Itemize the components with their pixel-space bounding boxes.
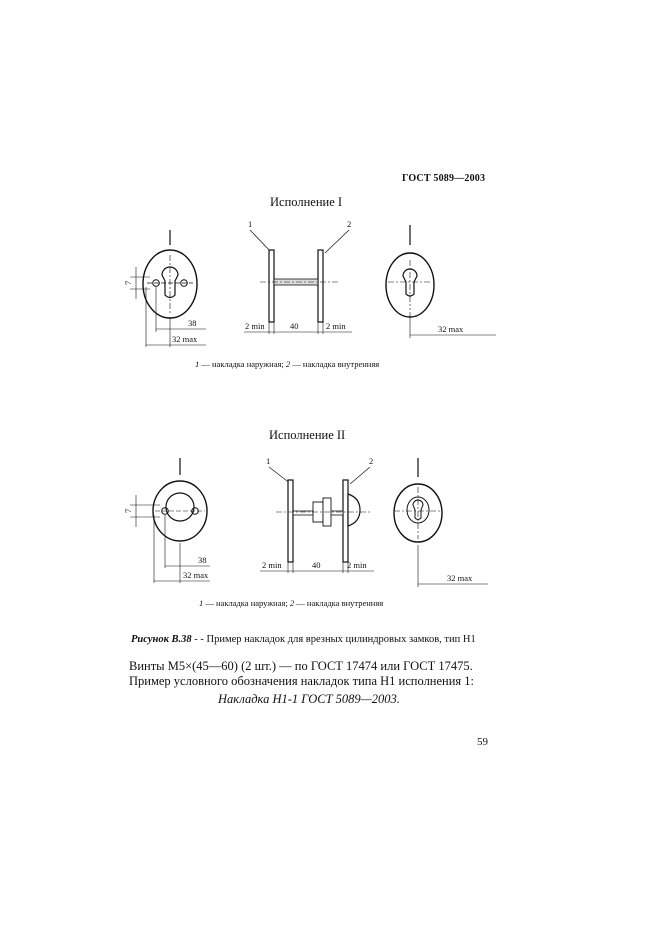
s2-dim-7: 7 <box>123 508 133 513</box>
s2-dim-32max-right: 32 max <box>447 573 473 583</box>
s1-outer-plate-drawing <box>110 225 220 355</box>
s1-side-view-drawing <box>240 215 370 335</box>
s2-dim-2min-left: 2 min <box>262 560 282 570</box>
s1-dim-32max-left: 32 max <box>172 334 198 344</box>
s2-outer-plate-drawing <box>110 455 220 590</box>
s1-callout-1: 1 <box>248 219 253 229</box>
section2-title: Исполнение II <box>269 428 346 442</box>
s1-dim-38: 38 <box>188 318 197 328</box>
s2-dim-38: 38 <box>198 555 207 565</box>
s2-callout-1: 1 <box>266 456 271 466</box>
body-line-example: Пример условного обозначения накладок типа Н1 исполнения 1: <box>129 674 475 688</box>
s1-callout-2: 2 <box>347 219 352 229</box>
s2-dim-40: 40 <box>312 560 321 570</box>
s1-dim-40: 40 <box>290 321 299 331</box>
s1-dim-7: 7 <box>123 280 133 285</box>
figure-caption <box>131 634 476 645</box>
s1-dim-2min-left: 2 min <box>245 321 265 331</box>
s1-dim-32max-right: 32 max <box>438 324 464 334</box>
s2-inner-plate-drawing <box>380 455 490 590</box>
s1-inner-plate-drawing <box>378 220 498 340</box>
s2-side-view-drawing <box>258 450 378 575</box>
s2-dim-2min-right: 2 min <box>347 560 367 570</box>
page-number: 59 <box>477 736 488 748</box>
designation-example: Накладка Н1-1 ГОСТ 5089—2003. <box>218 692 400 706</box>
body-line-screws: Винты М5×(45—60) (2 шт.) — по ГОСТ 17474 или ГОСТ 17475. <box>129 659 473 673</box>
section1-title: Исполнение I <box>270 195 343 209</box>
figure-label: Рисунок В.38 <box>131 634 192 645</box>
s2-dim-32max-left: 32 max <box>183 570 209 580</box>
s1-dim-2min-right: 2 min <box>326 321 346 331</box>
section1-legend: 1 — накладка наружная; 2 — накладка внутренняя <box>195 359 380 369</box>
standard-header: ГОСТ 5089—2003 <box>402 173 486 184</box>
section2-legend: 1 — накладка наружная; 2 — накладка внутренняя <box>199 598 384 608</box>
s2-callout-2: 2 <box>369 456 374 466</box>
figure-caption-text: - - Пример накладок для врезных цилиндровых замков, тип Н1 <box>191 634 476 645</box>
